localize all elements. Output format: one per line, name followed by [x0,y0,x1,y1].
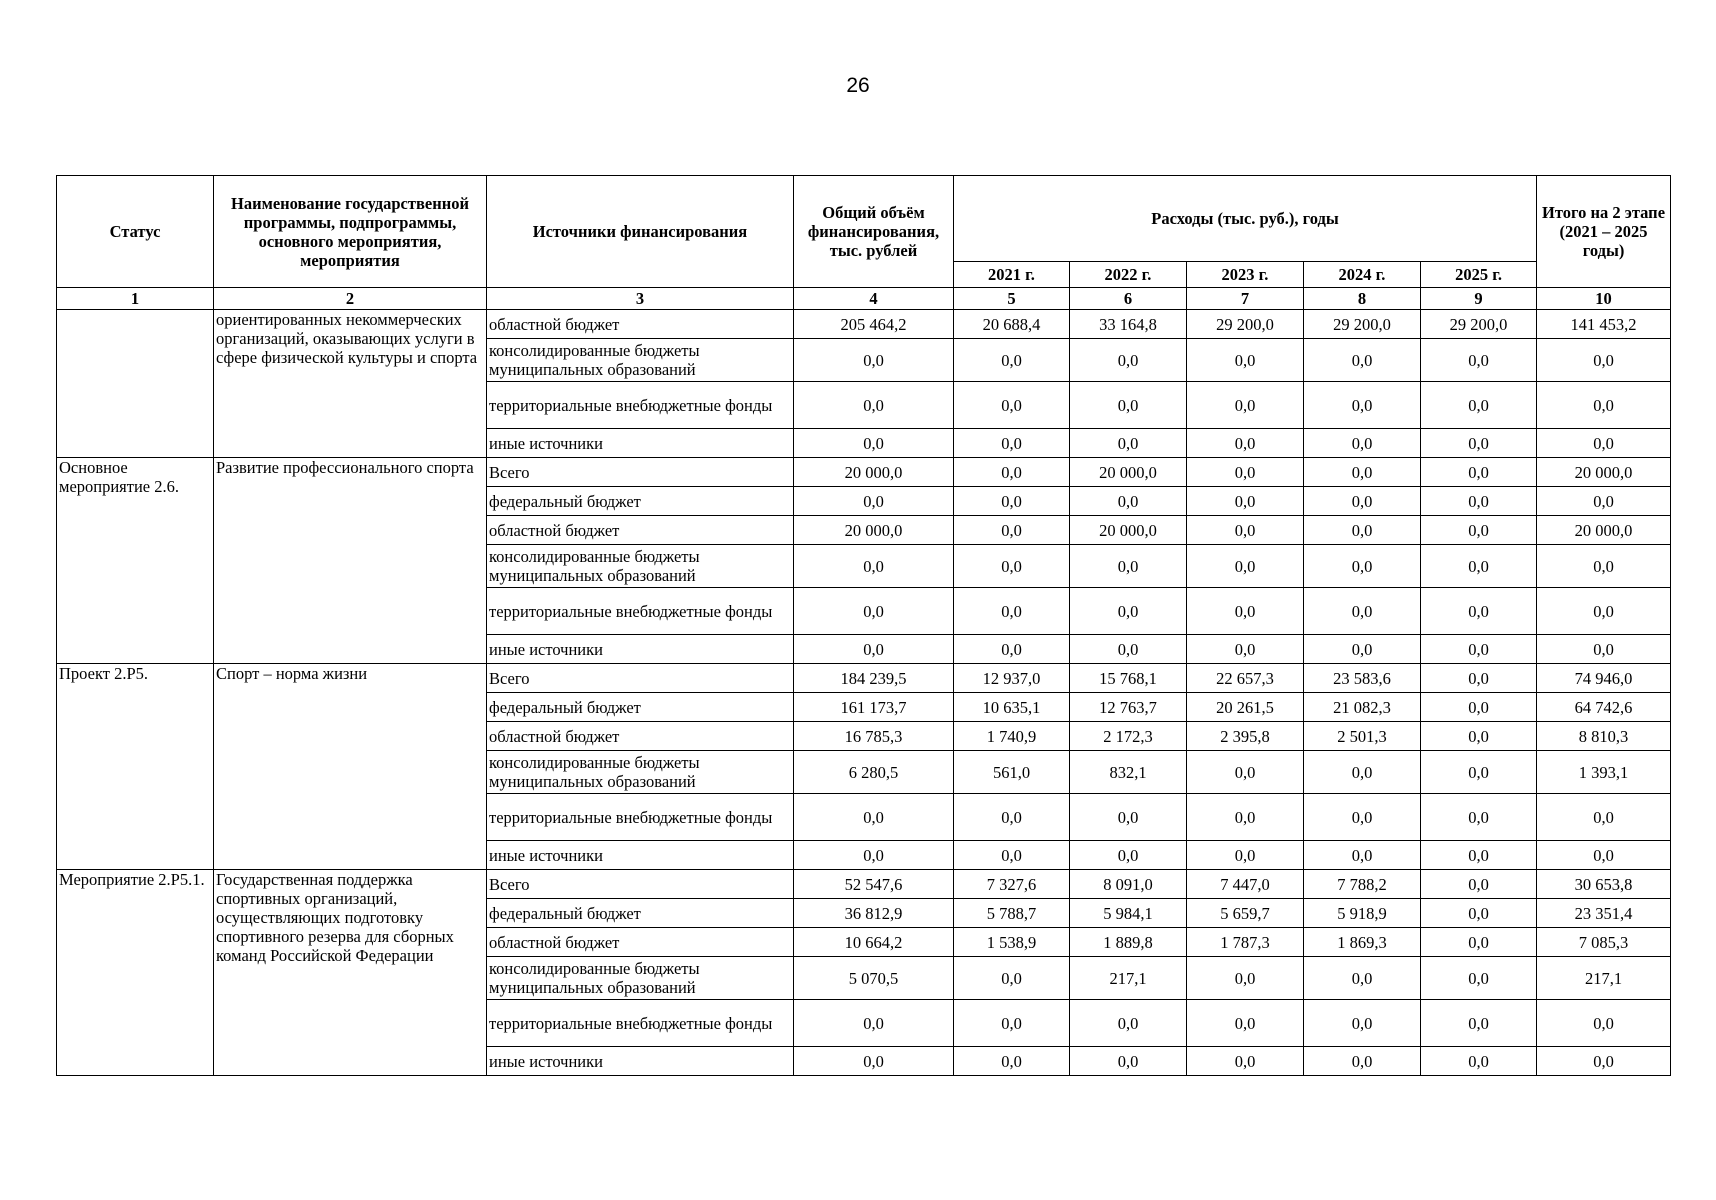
amount-cell: 0,0 [1304,1000,1421,1047]
amount-cell: 184 239,5 [794,664,954,693]
header-expenses: Расходы (тыс. руб.), годы [954,176,1537,262]
amount-cell: 0,0 [1187,841,1304,870]
funding-source-cell: консолидированные бюджеты муниципальных образований [487,751,794,794]
amount-cell: 36 812,9 [794,899,954,928]
amount-cell: 20 000,0 [1537,516,1671,545]
amount-cell: 52 547,6 [794,870,954,899]
amount-cell: 0,0 [1304,458,1421,487]
column-number: 8 [1304,288,1421,310]
amount-cell: 0,0 [1421,899,1537,928]
amount-cell: 23 583,6 [1304,664,1421,693]
funding-source-cell: Всего [487,458,794,487]
funding-source-cell: территориальные внебюджетные фонды [487,382,794,429]
amount-cell: 0,0 [1537,487,1671,516]
funding-source-cell: федеральный бюджет [487,693,794,722]
amount-cell: 0,0 [1421,870,1537,899]
table-row [57,458,1671,487]
header-sources: Источники финансирования [487,176,794,288]
header-year: 2022 г. [1070,262,1187,288]
amount-cell: 0,0 [1304,588,1421,635]
amount-cell: 0,0 [1537,588,1671,635]
amount-cell: 161 173,7 [794,693,954,722]
funding-source-cell: территориальные внебюджетные фонды [487,794,794,841]
amount-cell: 0,0 [1070,429,1187,458]
amount-cell: 0,0 [1537,1047,1671,1076]
amount-cell: 0,0 [1070,635,1187,664]
amount-cell: 0,0 [1070,545,1187,588]
amount-cell: 0,0 [954,382,1070,429]
amount-cell: 0,0 [954,588,1070,635]
amount-cell: 0,0 [954,458,1070,487]
program-name-cell: ориентированных некоммерческих организаций, оказывающих услуги в сфере физической культуры и спорта [214,310,487,458]
amount-cell: 0,0 [1187,794,1304,841]
amount-cell: 0,0 [1537,545,1671,588]
amount-cell: 0,0 [1187,382,1304,429]
amount-cell: 0,0 [1537,1000,1671,1047]
amount-cell: 6 280,5 [794,751,954,794]
funding-source-cell: территориальные внебюджетные фонды [487,588,794,635]
amount-cell: 74 946,0 [1537,664,1671,693]
amount-cell: 20 000,0 [1537,458,1671,487]
amount-cell: 5 788,7 [954,899,1070,928]
amount-cell: 0,0 [1304,635,1421,664]
amount-cell: 0,0 [1304,751,1421,794]
table-row [57,310,1671,339]
amount-cell: 5 984,1 [1070,899,1187,928]
funding-source-cell: областной бюджет [487,722,794,751]
amount-cell: 0,0 [1304,382,1421,429]
amount-cell: 0,0 [794,429,954,458]
amount-cell: 22 657,3 [1187,664,1304,693]
amount-cell: 7 327,6 [954,870,1070,899]
table-row [57,664,1671,693]
amount-cell: 0,0 [1421,928,1537,957]
amount-cell: 0,0 [1304,957,1421,1000]
amount-cell: 0,0 [1537,841,1671,870]
amount-cell: 0,0 [1421,957,1537,1000]
amount-cell: 0,0 [1304,339,1421,382]
column-number: 2 [214,288,487,310]
header-year: 2024 г. [1304,262,1421,288]
page-number: 26 [846,74,870,97]
amount-cell: 0,0 [1070,1047,1187,1076]
amount-cell: 0,0 [1421,664,1537,693]
funding-source-cell: Всего [487,664,794,693]
table-body [57,310,1671,1076]
amount-cell: 0,0 [1187,957,1304,1000]
amount-cell: 0,0 [954,794,1070,841]
amount-cell: 561,0 [954,751,1070,794]
amount-cell: 0,0 [1537,382,1671,429]
column-number: 10 [1537,288,1671,310]
funding-source-cell: консолидированные бюджеты муниципальных образований [487,339,794,382]
funding-source-cell: федеральный бюджет [487,899,794,928]
amount-cell: 1 740,9 [954,722,1070,751]
amount-cell: 217,1 [1537,957,1671,1000]
program-name-cell: Спорт – норма жизни [214,664,487,870]
amount-cell: 8 810,3 [1537,722,1671,751]
header-year: 2025 г. [1421,262,1537,288]
financing-table [56,175,1671,1076]
amount-cell: 20 000,0 [794,458,954,487]
amount-cell: 0,0 [1421,751,1537,794]
amount-cell: 64 742,6 [1537,693,1671,722]
funding-source-cell: иные источники [487,635,794,664]
amount-cell: 205 464,2 [794,310,954,339]
amount-cell: 0,0 [1070,382,1187,429]
amount-cell: 0,0 [1070,841,1187,870]
amount-cell: 0,0 [1421,458,1537,487]
program-name-cell: Развитие профессионального спорта [214,458,487,664]
amount-cell: 0,0 [954,957,1070,1000]
funding-source-cell: областной бюджет [487,928,794,957]
amount-cell: 0,0 [794,545,954,588]
header-name: Наименование государственной программы, подпрограммы, основного мероприятия, мероприятия [214,176,487,288]
amount-cell: 0,0 [954,516,1070,545]
amount-cell: 0,0 [1187,588,1304,635]
status-cell: Проект 2.Р5. [57,664,214,870]
amount-cell: 12 937,0 [954,664,1070,693]
amount-cell: 2 395,8 [1187,722,1304,751]
funding-source-cell: территориальные внебюджетные фонды [487,1000,794,1047]
amount-cell: 0,0 [1187,516,1304,545]
amount-cell: 0,0 [1187,1000,1304,1047]
amount-cell: 0,0 [954,841,1070,870]
amount-cell: 1 889,8 [1070,928,1187,957]
amount-cell: 0,0 [1421,545,1537,588]
amount-cell: 0,0 [794,339,954,382]
column-number: 3 [487,288,794,310]
amount-cell: 0,0 [794,1000,954,1047]
amount-cell: 0,0 [794,794,954,841]
amount-cell: 12 763,7 [1070,693,1187,722]
funding-source-cell: консолидированные бюджеты муниципальных образований [487,545,794,588]
amount-cell: 0,0 [1421,635,1537,664]
amount-cell: 0,0 [954,339,1070,382]
amount-cell: 1 538,9 [954,928,1070,957]
amount-cell: 0,0 [794,588,954,635]
amount-cell: 0,0 [1421,1000,1537,1047]
amount-cell: 0,0 [1304,545,1421,588]
table-row [57,870,1671,899]
funding-source-cell: Всего [487,870,794,899]
amount-cell: 0,0 [1421,794,1537,841]
amount-cell: 29 200,0 [1304,310,1421,339]
amount-cell: 0,0 [1070,339,1187,382]
amount-cell: 29 200,0 [1421,310,1537,339]
header-total: Общий объём финансирования, тыс. рублей [794,176,954,288]
amount-cell: 141 453,2 [1537,310,1671,339]
column-number: 7 [1187,288,1304,310]
amount-cell: 0,0 [954,487,1070,516]
amount-cell: 0,0 [1070,487,1187,516]
amount-cell: 0,0 [794,1047,954,1076]
amount-cell: 20 261,5 [1187,693,1304,722]
amount-cell: 0,0 [1421,841,1537,870]
amount-cell: 8 091,0 [1070,870,1187,899]
status-cell: Основное мероприятие 2.6. [57,458,214,664]
amount-cell: 0,0 [1421,382,1537,429]
column-number: 9 [1421,288,1537,310]
amount-cell: 1 393,1 [1537,751,1671,794]
amount-cell: 10 635,1 [954,693,1070,722]
header-year: 2021 г. [954,262,1070,288]
amount-cell: 0,0 [1187,545,1304,588]
amount-cell: 0,0 [1421,693,1537,722]
amount-cell: 0,0 [1421,487,1537,516]
column-number: 6 [1070,288,1187,310]
amount-cell: 7 085,3 [1537,928,1671,957]
amount-cell: 0,0 [954,429,1070,458]
header-stage-total: Итого на 2 этапе (2021 – 2025 годы) [1537,176,1671,288]
funding-source-cell: иные источники [487,841,794,870]
amount-cell: 0,0 [954,635,1070,664]
amount-cell: 33 164,8 [1070,310,1187,339]
amount-cell: 0,0 [1537,339,1671,382]
amount-cell: 0,0 [794,841,954,870]
amount-cell: 0,0 [1421,429,1537,458]
funding-source-cell: иные источники [487,1047,794,1076]
amount-cell: 5 918,9 [1304,899,1421,928]
funding-source-cell: иные источники [487,429,794,458]
funding-source-cell: областной бюджет [487,310,794,339]
amount-cell: 20 000,0 [1070,458,1187,487]
amount-cell: 29 200,0 [1187,310,1304,339]
amount-cell: 21 082,3 [1304,693,1421,722]
amount-cell: 16 785,3 [794,722,954,751]
column-number: 5 [954,288,1070,310]
status-cell: Мероприятие 2.Р5.1. [57,870,214,1076]
amount-cell: 20 000,0 [794,516,954,545]
amount-cell: 7 447,0 [1187,870,1304,899]
amount-cell: 832,1 [1070,751,1187,794]
amount-cell: 0,0 [1304,1047,1421,1076]
amount-cell: 0,0 [1421,722,1537,751]
amount-cell: 20 000,0 [1070,516,1187,545]
amount-cell: 0,0 [1304,794,1421,841]
amount-cell: 7 788,2 [1304,870,1421,899]
amount-cell: 0,0 [1187,1047,1304,1076]
amount-cell: 0,0 [1187,339,1304,382]
amount-cell: 0,0 [794,382,954,429]
amount-cell: 0,0 [1537,429,1671,458]
amount-cell: 5 070,5 [794,957,954,1000]
amount-cell: 0,0 [1421,588,1537,635]
amount-cell: 0,0 [1304,429,1421,458]
amount-cell: 5 659,7 [1187,899,1304,928]
amount-cell: 15 768,1 [1070,664,1187,693]
amount-cell: 0,0 [794,487,954,516]
header-year: 2023 г. [1187,262,1304,288]
amount-cell: 0,0 [1421,339,1537,382]
amount-cell: 0,0 [1187,487,1304,516]
amount-cell: 0,0 [1187,458,1304,487]
amount-cell: 1 787,3 [1187,928,1304,957]
funding-source-cell: областной бюджет [487,516,794,545]
amount-cell: 0,0 [1537,794,1671,841]
column-number: 4 [794,288,954,310]
amount-cell: 2 501,3 [1304,722,1421,751]
amount-cell: 0,0 [1070,588,1187,635]
amount-cell: 30 653,8 [1537,870,1671,899]
amount-cell: 0,0 [1537,635,1671,664]
amount-cell: 217,1 [1070,957,1187,1000]
funding-source-cell: консолидированные бюджеты муниципальных образований [487,957,794,1000]
amount-cell: 0,0 [1187,635,1304,664]
amount-cell: 0,0 [1070,1000,1187,1047]
amount-cell: 0,0 [1421,516,1537,545]
amount-cell: 0,0 [1187,429,1304,458]
amount-cell: 2 172,3 [1070,722,1187,751]
amount-cell: 20 688,4 [954,310,1070,339]
amount-cell: 0,0 [1187,751,1304,794]
amount-cell: 0,0 [954,1047,1070,1076]
amount-cell: 1 869,3 [1304,928,1421,957]
amount-cell: 0,0 [1304,516,1421,545]
amount-cell: 0,0 [1304,841,1421,870]
column-number: 1 [57,288,214,310]
amount-cell: 0,0 [794,635,954,664]
amount-cell: 0,0 [954,545,1070,588]
amount-cell: 0,0 [1421,1047,1537,1076]
amount-cell: 0,0 [1304,487,1421,516]
amount-cell: 0,0 [1070,794,1187,841]
program-name-cell: Государственная поддержка спортивных организаций, осуществляющих подготовку спортивного резерва для сборных команд Российской Федерации [214,870,487,1076]
status-cell [57,310,214,458]
amount-cell: 0,0 [954,1000,1070,1047]
funding-source-cell: федеральный бюджет [487,487,794,516]
header-status: Статус [57,176,214,288]
amount-cell: 23 351,4 [1537,899,1671,928]
amount-cell: 10 664,2 [794,928,954,957]
